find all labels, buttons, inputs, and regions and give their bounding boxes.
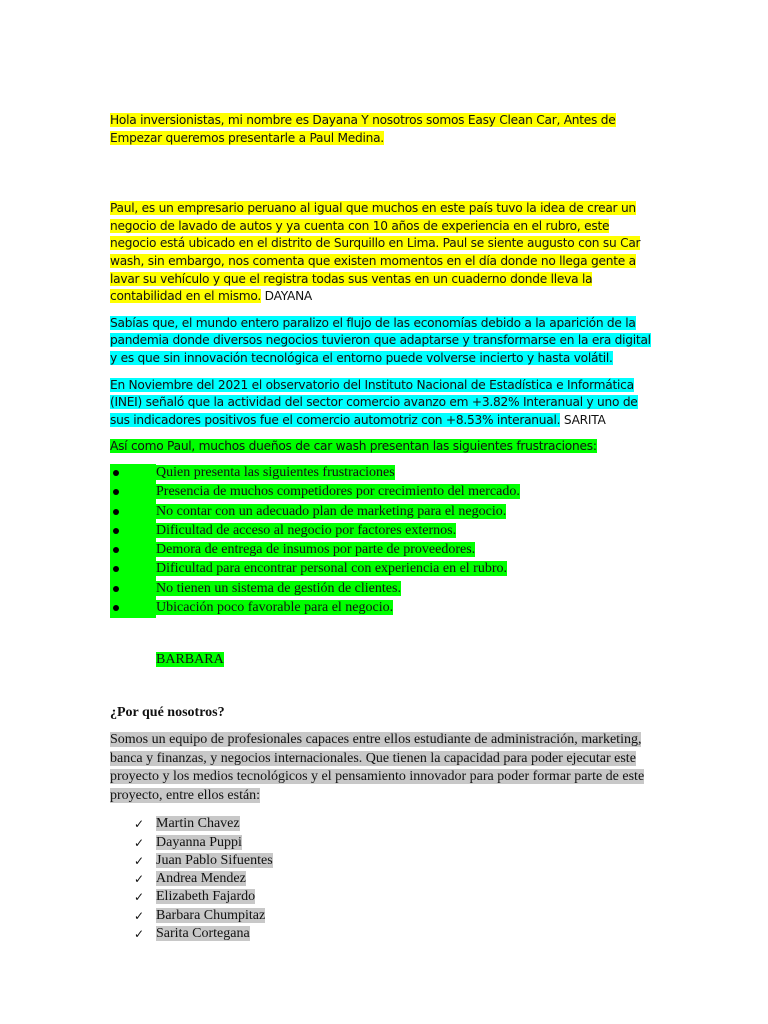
bullet-icon <box>110 464 156 483</box>
bullet-icon <box>110 522 156 541</box>
why-paragraph <box>110 731 658 805</box>
team-list <box>110 815 658 943</box>
speaker-barbara: BARBARA <box>156 652 224 668</box>
speaker-sarita: SARITA <box>560 412 606 427</box>
checkmark-icon: ✓ <box>134 927 145 942</box>
list-item: Ubicación poco favorable para el negocio. <box>110 599 658 618</box>
inei-paragraph <box>110 377 658 430</box>
document-page <box>110 112 658 943</box>
list-item: Demora de entrega de insumos por parte de proveedores. <box>110 541 658 560</box>
why-heading-text: ¿Por qué nosotros? <box>110 704 225 720</box>
bullet-icon <box>110 599 156 618</box>
list-item: ✓ Barbara Chumpitaz <box>134 907 266 923</box>
speaker-dayana: DAYANA <box>261 289 313 304</box>
pandemic-text: Sabías que, el mundo entero paralizo el flujo de las economías debido a la aparición de la pandemia donde diversos negocios tuvieron que adaptarse y transformarse en la era digital y es que sin innovación tecnológica el entorno puede volverse incierto y hasta volátil. <box>110 315 651 365</box>
list-item: ✓ Andrea Mendez <box>134 871 246 887</box>
checkmark-icon: ✓ <box>134 853 145 868</box>
list-item: ✓ Juan Pablo Sifuentes <box>134 852 273 868</box>
list-item: ✓ Dayanna Puppi <box>134 834 242 850</box>
list-item: Quien presenta las siguientes frustraciones <box>110 464 658 483</box>
list-item: ✓ Martin Chavez <box>134 816 240 832</box>
list-item: No tienen un sistema de gestión de clientes. <box>110 580 658 599</box>
why-heading <box>110 704 658 723</box>
list-item: Dificultad para encontrar personal con experiencia en el rubro. <box>110 560 658 579</box>
list-item: ✓ Elizabeth Fajardo <box>134 889 256 905</box>
frustrations-heading-text: Así como Paul, muchos dueños de car wash presentan las siguientes frustraciones: <box>110 439 597 454</box>
bullet-icon <box>110 541 156 560</box>
checkmark-icon: ✓ <box>134 835 145 850</box>
checkmark-icon: ✓ <box>134 817 145 832</box>
bullet-icon <box>110 560 156 579</box>
list-item: Presencia de muchos competidores por crecimiento del mercado. <box>110 483 658 502</box>
intro-text: Hola inversionistas, mi nombre es Dayana Y nosotros somos Easy Clean Car, Antes de Empezar queremos presentarle a Paul Medina. <box>110 113 616 145</box>
why-text: Somos un equipo de profesionales capaces entre ellos estudiante de administración, marketing, banca y finanzas, y negocios internacionales. Que tienen la capacidad para poder ejecutar este proyecto y los medios tecnológicos y el pensamiento innovador para poder formar parte de este proyecto, entre ellos están: <box>110 732 645 803</box>
list-item: ✓ Sarita Cortegana <box>134 926 250 942</box>
bullet-icon <box>110 483 156 502</box>
checkmark-icon: ✓ <box>134 872 145 887</box>
bullet-icon <box>110 580 156 599</box>
bullet-icon <box>110 503 156 522</box>
checkmark-icon: ✓ <box>134 890 145 905</box>
pandemic-paragraph <box>110 315 658 368</box>
frustrations-heading <box>110 438 658 456</box>
intro-paragraph <box>110 112 658 147</box>
paul-paragraph <box>110 200 658 306</box>
list-item: No contar con un adecuado plan de marketing para el negocio. <box>110 503 658 522</box>
list-item: Dificultad de acceso al negocio por factores externos. <box>110 522 658 541</box>
paul-text: Paul, es un empresario peruano al igual que muchos en este país tuvo la idea de crear un negocio de lavado de autos y ya cuenta con 10 años de experiencia en el rubro, este negocio está ubicado en el distrito de Surquillo en Lima. Paul se siente augusto con su Car wash, sin embargo, nos comenta que existen momentos en el día donde no llega gente a lavar su vehículo y que el registra todas sus ventas en un cuaderno donde lleva la contabilidad en el mismo. <box>110 201 641 304</box>
inei-text: En Noviembre del 2021 el observatorio del Instituto Nacional de Estadística e Informática (INEI) señaló que la actividad del sector comercio avanzo em +3.82% Interanual y uno de sus indicadores positivos fue el comercio automotriz con +8.53% interanual. <box>110 377 638 427</box>
frustrations-list <box>110 464 658 618</box>
checkmark-icon: ✓ <box>134 908 145 923</box>
speaker-barbara-line <box>110 651 658 670</box>
